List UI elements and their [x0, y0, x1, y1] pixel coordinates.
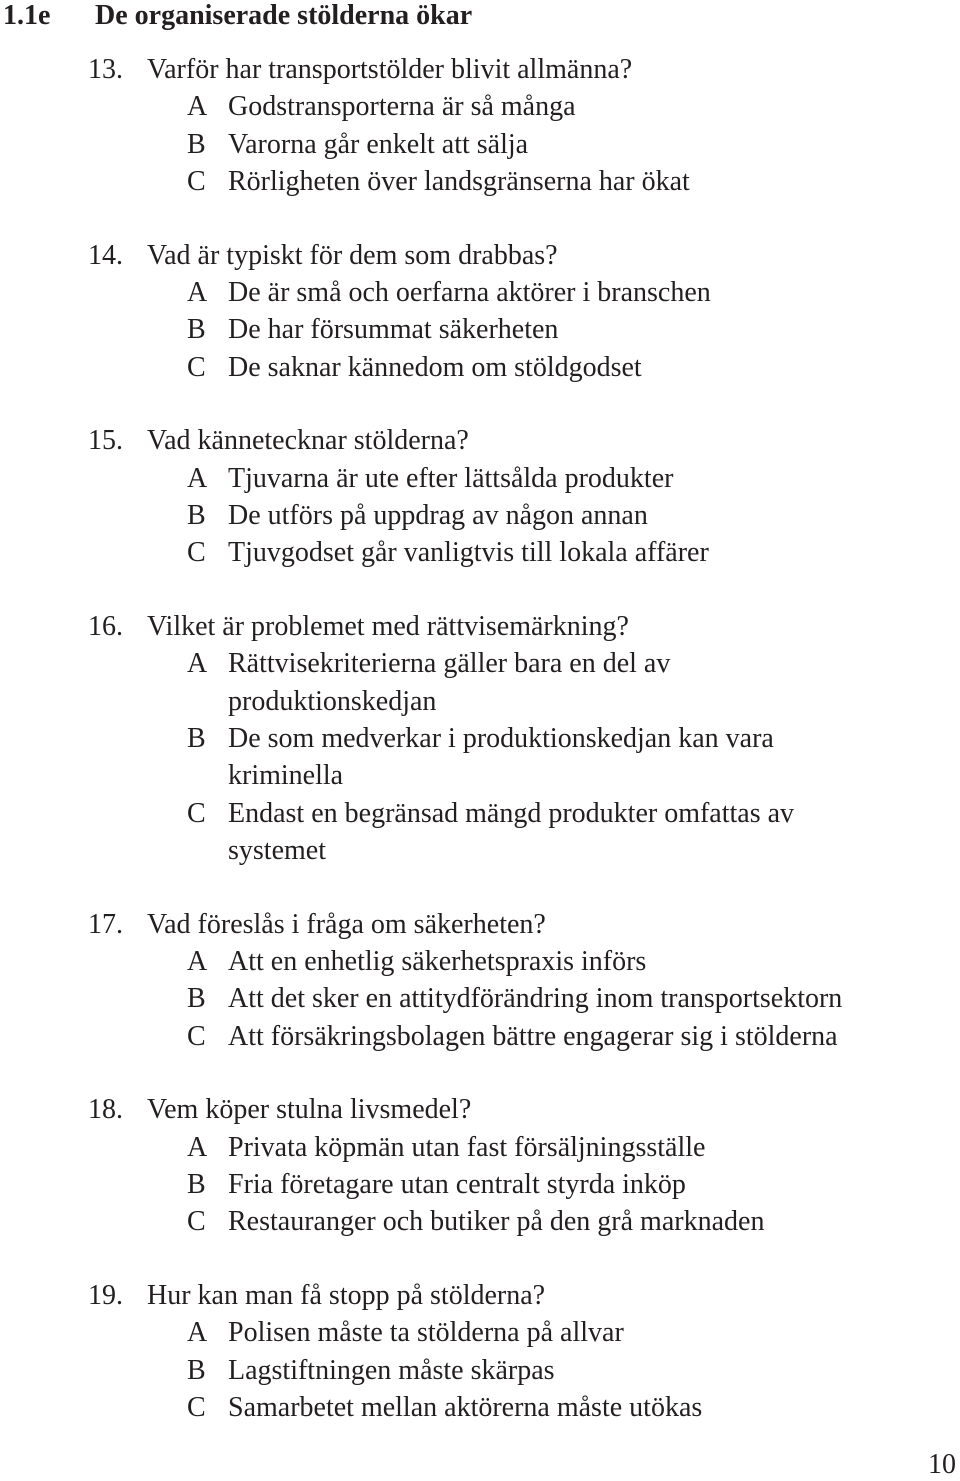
question-row: [0, 422, 960, 459]
question-row: [0, 1277, 960, 1314]
option-text: Endast en begränsad mängd produkter omfattas av systemet: [228, 797, 795, 866]
question-19: [0, 1277, 960, 1426]
answer-option-c: [0, 349, 960, 386]
answer-option-b: [0, 720, 960, 795]
question-number: 14.: [88, 239, 123, 271]
option-letter: C: [187, 165, 206, 197]
option-text: De utförs på uppdrag av någon annan: [228, 499, 648, 531]
option-text: Att det sker en attitydförändring inom transportsektorn: [228, 983, 843, 1015]
question-row: [0, 237, 960, 274]
answer-option-a: [0, 943, 960, 980]
question-13: [0, 51, 960, 200]
option-letter: A: [187, 1131, 208, 1163]
answer-option-b: [0, 1352, 960, 1389]
option-letter: A: [187, 648, 208, 680]
option-letter: C: [187, 1391, 206, 1423]
question-14: [0, 237, 960, 386]
question-number: 17.: [88, 908, 123, 940]
answer-option-c: [0, 795, 960, 870]
question-text: Vad kännetecknar stölderna?: [147, 425, 469, 457]
option-text: Tjuvarna är ute efter lättsålda produkter: [228, 462, 674, 494]
question-text: Vad är typiskt för dem som drabbas?: [147, 239, 558, 271]
question-16: [0, 608, 960, 869]
option-letter: B: [187, 983, 206, 1015]
option-letter: C: [187, 1020, 206, 1052]
option-letter: C: [187, 1206, 206, 1238]
answer-option-b: [0, 126, 960, 163]
question-17: [0, 906, 960, 1055]
option-letter: B: [187, 722, 206, 754]
option-letter: B: [187, 1354, 206, 1386]
option-letter: A: [187, 462, 208, 494]
option-letter: B: [187, 499, 206, 531]
option-text: Fria företagare utan centralt styrda inköp: [228, 1168, 686, 1200]
answer-option-c: [0, 1389, 960, 1426]
question-number: 15.: [88, 425, 123, 457]
answer-option-a: [0, 1314, 960, 1351]
option-text: Polisen måste ta stölderna på allvar: [228, 1317, 624, 1349]
option-text: Rörligheten över landsgränserna har ökat: [228, 165, 690, 197]
question-row: [0, 1091, 960, 1128]
option-text: Lagstiftningen måste skärpas: [228, 1354, 555, 1386]
section-number: 1.1e: [3, 0, 51, 31]
option-letter: A: [187, 1317, 208, 1349]
answer-option-c: [0, 1018, 960, 1055]
option-letter: B: [187, 1168, 206, 1200]
question-number: 13.: [88, 54, 123, 85]
answer-option-c: [0, 534, 960, 571]
answer-option-c: [0, 1203, 960, 1240]
question-18: [0, 1091, 960, 1240]
option-text: Att en enhetlig säkerhetspraxis införs: [228, 945, 647, 977]
option-letter: A: [187, 945, 208, 977]
answer-option-a: [0, 274, 960, 311]
option-text: De saknar kännedom om stöldgodset: [228, 351, 642, 383]
option-text: Samarbetet mellan aktörerna måste utökas: [228, 1391, 703, 1423]
option-text: De som medverkar i produktionskedjan kan vara kriminella: [228, 722, 774, 792]
question-text: Varför har transportstölder blivit allmänna?: [147, 54, 633, 85]
question-text: Vilket är problemet med rättvisemärkning?: [147, 611, 629, 643]
option-letter: C: [187, 797, 206, 829]
question-text: Vem köper stulna livsmedel?: [147, 1094, 472, 1126]
option-text: Restauranger och butiker på den grå marknaden: [228, 1206, 765, 1238]
answer-option-a: [0, 1129, 960, 1166]
option-text: Godstransporterna är så många: [228, 91, 576, 123]
option-letter: C: [187, 351, 206, 383]
question-number: 16.: [88, 611, 123, 643]
section-header: [0, 0, 960, 36]
option-text: Att försäkringsbolagen bättre engagerar sig i stölderna: [228, 1020, 838, 1052]
question-number: 19.: [88, 1280, 123, 1312]
question-15: [0, 422, 960, 571]
section-title: De organiserade stölderna ökar: [95, 0, 473, 31]
answer-option-b: [0, 497, 960, 534]
option-letter: A: [187, 91, 208, 123]
option-text: Varorna går enkelt att sälja: [228, 128, 529, 160]
option-letter: B: [187, 128, 206, 160]
answer-option-b: [0, 311, 960, 348]
question-text: Hur kan man få stopp på stölderna?: [147, 1280, 546, 1312]
option-letter: B: [187, 314, 206, 346]
option-text: Rättvisekriterierna gäller bara en del av produktionskedjan: [228, 648, 671, 717]
question-number: 18.: [88, 1094, 123, 1126]
option-text: Tjuvgodset går vanligtvis till lokala affärer: [228, 537, 709, 569]
answer-option-b: [0, 980, 960, 1017]
option-letter: A: [187, 276, 208, 308]
question-text: Vad föreslås i fråga om säkerheten?: [147, 908, 546, 940]
option-letter: C: [187, 537, 206, 569]
question-row: [0, 51, 960, 88]
answer-option-b: [0, 1166, 960, 1203]
question-list: [0, 51, 960, 1463]
page-number: 10: [928, 1449, 956, 1480]
answer-option-a: [0, 460, 960, 497]
option-text: De är små och oerfarna aktörer i branschen: [228, 276, 711, 308]
option-text: Privata köpmän utan fast försäljningsställe: [228, 1131, 706, 1163]
answer-option-c: [0, 163, 960, 200]
answer-option-a: [0, 645, 960, 720]
option-text: De har försummat säkerheten: [228, 314, 559, 346]
question-row: [0, 608, 960, 645]
question-row: [0, 906, 960, 943]
answer-option-a: [0, 88, 960, 125]
